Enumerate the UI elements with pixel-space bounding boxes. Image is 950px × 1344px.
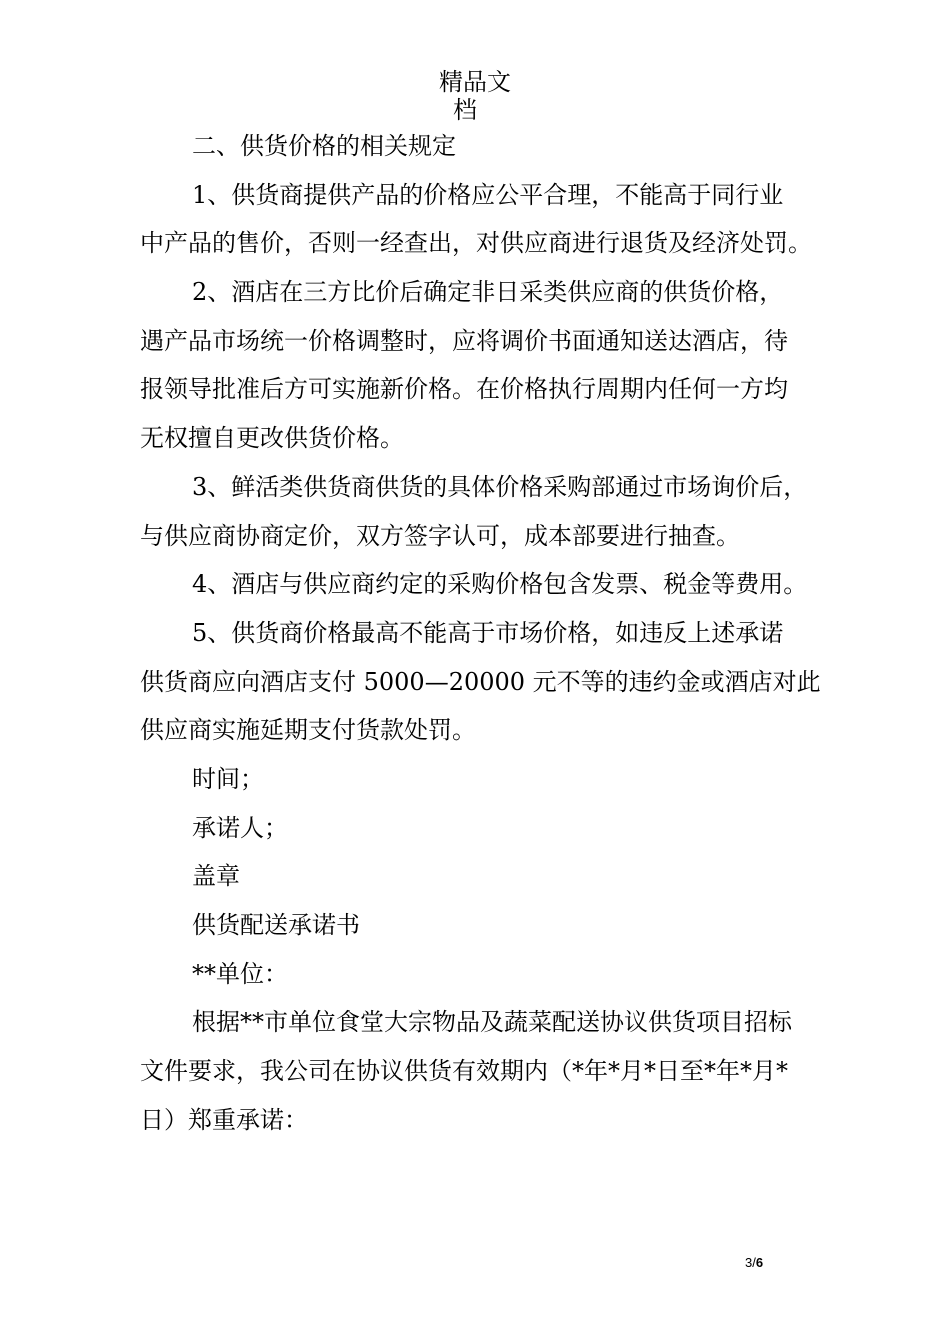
header-line-2: 档 [453, 96, 477, 124]
page-header [0, 68, 950, 124]
text-line: 时间； [192, 764, 264, 793]
text-line: 报领导批准后方可实施新价格。在价格执行周期内任何一方均 [140, 375, 788, 404]
text-line: 文件要求，我公司在协议供货有效期内（*年*月*日至*年*月* [140, 1057, 788, 1086]
text-line: 1、供货商提供产品的价格应公平合理，不能高于同行业 [192, 180, 784, 209]
text-line: 供货商应向酒店支付 5000—20000 元不等的违约金或酒店对此 [140, 667, 821, 696]
page-number-total: 6 [755, 1255, 764, 1270]
text-line: 无权擅自更改供货价格。 [140, 424, 404, 453]
text-line: 2、酒店在三方比价后确定非日采类供应商的供货价格， [192, 278, 784, 307]
text-line: 供应商实施延期支付货款处罚。 [140, 716, 476, 745]
header-line-1: 精品文 [439, 68, 511, 96]
text-line: 4、酒店与供应商约定的采购价格包含发票、税金等费用。 [192, 570, 808, 599]
text-line: **单位： [192, 959, 288, 988]
text-line: 承诺人； [192, 813, 288, 842]
text-line: 盖章 [192, 862, 240, 891]
text-line: 5、供货商价格最高不能高于市场价格，如违反上述承诺 [192, 618, 784, 647]
text-line: 3、鲜活类供货商供货的具体价格采购部通过市场询价后， [192, 472, 808, 501]
text-line: 日）郑重承诺： [140, 1105, 308, 1134]
text-line: 二、供货价格的相关规定 [192, 132, 456, 160]
text-line: 遇产品市场统一价格调整时，应将调价书面通知送达酒店，待 [140, 326, 788, 355]
page-number [745, 1255, 763, 1270]
text-line: 根据**市单位食堂大宗物品及蔬菜配送协议供货项目招标 [192, 1008, 792, 1037]
text-line: 中产品的售价，否则一经查出，对供应商进行退货及经济处罚。 [140, 229, 812, 258]
text-line: 供货配送承诺书 [192, 911, 360, 939]
document-body [140, 122, 840, 1144]
text-line: 与供应商协商定价，双方签字认可，成本部要进行抽查。 [140, 521, 740, 550]
page-number-current: 3/ [745, 1255, 756, 1270]
